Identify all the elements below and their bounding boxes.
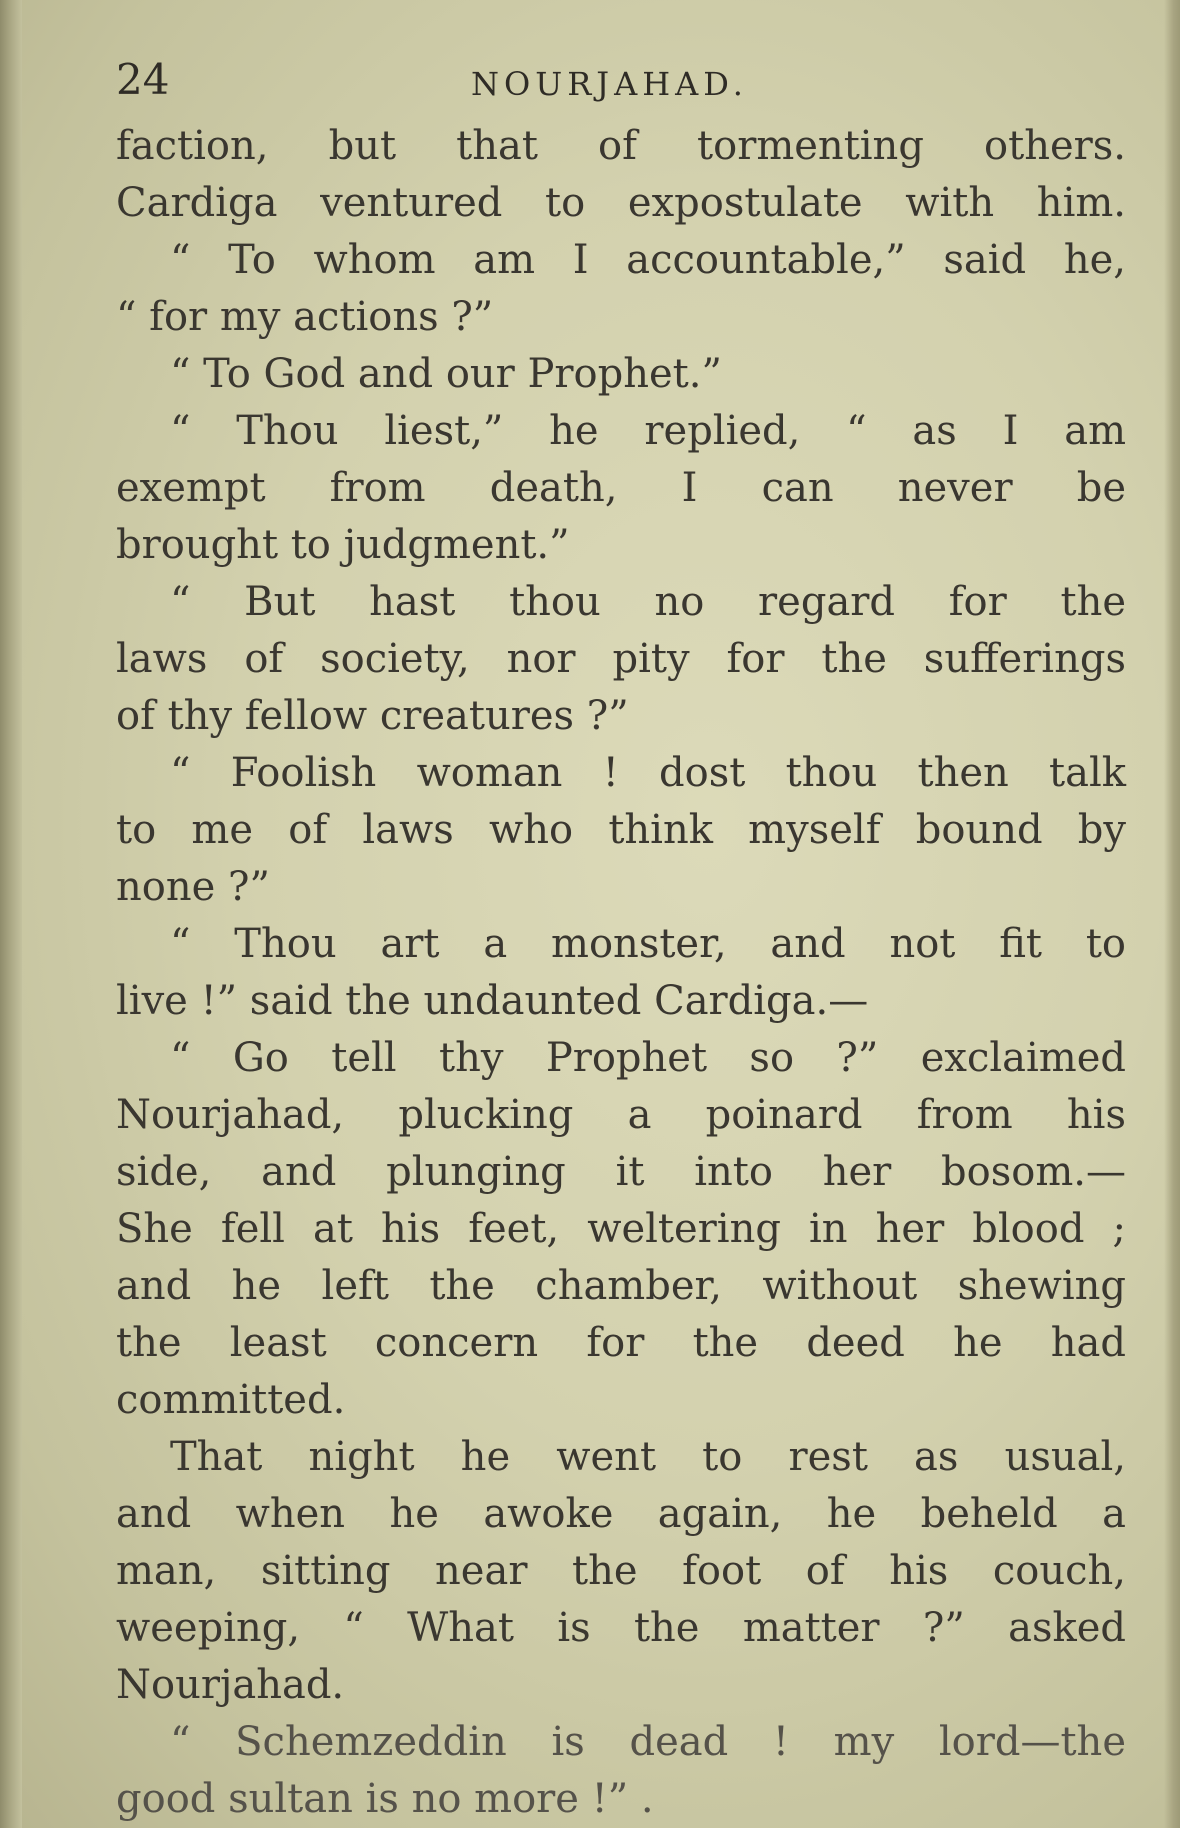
text-line: “ Thou liest,” he replied, “ as I am [170,408,1126,454]
text-line: “ But hast thou no regard for the [170,579,1126,625]
text-line: Nourjahad. [116,1662,345,1708]
text-line: “ To whom am I accountable,” said he, [170,237,1126,283]
text-line: “ To God and our Prophet.” [170,351,722,397]
text-line: That night he went to rest as usual, [170,1434,1126,1480]
text-line: “ Foolish woman ! dost thou then talk [170,750,1126,796]
text-line: of thy fellow creatures ?” [116,693,629,739]
text-line: laws of society, nor pity for the sufferings [116,636,1126,682]
body-text [116,118,1126,1828]
text-line: “ for my actions ?” [116,294,494,340]
page-header [116,50,1126,110]
text-line: to me of laws who think myself bound by [116,807,1126,853]
text-line: side, and plunging it into her bosom.— [116,1149,1126,1195]
text-line: She fell at his feet, weltering in her blood ; [116,1206,1126,1252]
text-line: live !” said the undaunted Cardiga.— [116,978,869,1024]
text-line: the least concern for the deed he had [116,1320,1126,1366]
text-line: Nourjahad, plucking a poinard from his [116,1092,1126,1138]
text-line: “ Schemzeddin is dead ! my lord—the [170,1719,1126,1765]
text-line: good sultan is no more !” . [116,1776,654,1822]
text-line: and he left the chamber, without shewing [116,1263,1126,1309]
text-line: “ Go tell thy Prophet so ?” exclaimed [170,1035,1126,1081]
text-line: man, sitting near the foot of his couch, [116,1548,1126,1594]
text-line: and when he awoke again, he beheld a [116,1491,1126,1537]
page-edge-shadow [1164,0,1180,1828]
text-line: faction, but that of tormenting others. [116,123,1126,169]
text-line: weeping, “ What is the matter ?” asked [116,1605,1126,1651]
text-line: exempt from death, I can never be [116,465,1126,511]
page-number: 24 [116,55,170,104]
text-line: Cardiga ventured to expostulate with him. [116,180,1126,226]
text-line: brought to judgment.” [116,522,570,568]
text-line: “ Thou art a monster, and not fit to [170,921,1126,967]
running-head: NOURJAHAD. [471,65,748,103]
text-line: committed. [116,1377,346,1423]
text-line: none ?” [116,864,270,910]
page-binding-shadow [0,0,22,1828]
